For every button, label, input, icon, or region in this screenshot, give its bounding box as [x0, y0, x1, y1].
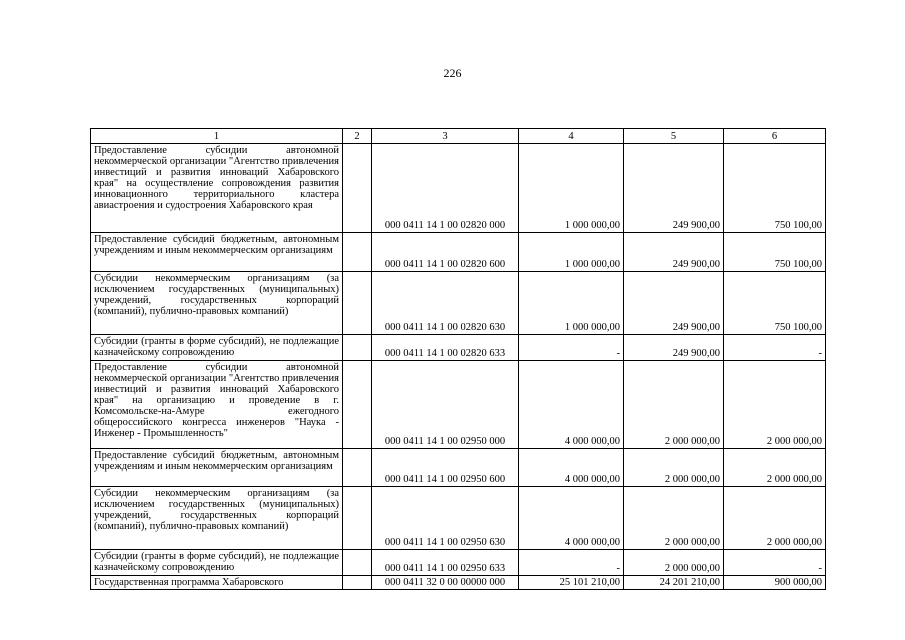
amount-cell: 4 000 000,00 [519, 449, 624, 487]
table-row [91, 361, 826, 449]
col2-cell [343, 550, 372, 576]
header-cell: 3 [372, 129, 519, 144]
amount-cell: 2 000 000,00 [724, 361, 826, 449]
col2-cell [343, 487, 372, 550]
amount-cell: 25 101 210,00 [519, 576, 624, 590]
amount-cell: 4 000 000,00 [519, 487, 624, 550]
description-cell: Предоставление субсидий бюджетным, автономным учреждениям и иным некоммерческим организациям [91, 449, 343, 487]
amount-cell: 24 201 210,00 [624, 576, 724, 590]
description-cell: Субсидии некоммерческим организациям (за исключением государственных (муниципальных) учреждений, государственных корпораций (компаний), публично-правовых компаний) [91, 487, 343, 550]
code-cell: 000 0411 14 1 00 02950 600 [372, 449, 519, 487]
header-cell: 6 [724, 129, 826, 144]
header-cell: 1 [91, 129, 343, 144]
amount-cell: 2 000 000,00 [624, 487, 724, 550]
col2-cell [343, 449, 372, 487]
col2-cell [343, 576, 372, 590]
amount-cell: 249 900,00 [624, 144, 724, 233]
code-cell: 000 0411 14 1 00 02820 000 [372, 144, 519, 233]
amount-cell: 1 000 000,00 [519, 144, 624, 233]
code-cell: 000 0411 32 0 00 00000 000 [372, 576, 519, 590]
budget-table [90, 128, 826, 590]
amount-cell: - [724, 550, 826, 576]
description-cell: Субсидии некоммерческим организациям (за исключением государственных (муниципальных) учреждений, государственных корпораций (компаний), публично-правовых компаний) [91, 272, 343, 335]
code-cell: 000 0411 14 1 00 02820 633 [372, 335, 519, 361]
description-cell: Субсидии (гранты в форме субсидий), не подлежащие казначейскому сопровождению [91, 335, 343, 361]
table-row [91, 335, 826, 361]
code-cell: 000 0411 14 1 00 02950 633 [372, 550, 519, 576]
table-row [91, 550, 826, 576]
amount-cell: 4 000 000,00 [519, 361, 624, 449]
code-cell: 000 0411 14 1 00 02820 600 [372, 233, 519, 272]
amount-cell: 249 900,00 [624, 272, 724, 335]
amount-cell: 750 100,00 [724, 233, 826, 272]
table-row [91, 272, 826, 335]
table-row [91, 449, 826, 487]
amount-cell: 2 000 000,00 [624, 449, 724, 487]
amount-cell: - [519, 335, 624, 361]
col2-cell [343, 361, 372, 449]
amount-cell: - [519, 550, 624, 576]
budget-table-body [91, 129, 826, 590]
amount-cell: - [724, 335, 826, 361]
description-cell: Предоставление субсидии автономной некоммерческой организации "Агентство привлечения инвестиций и развития инноваций Хабаровского края" на организацию и проведение в г. Комсомольске-на-Амуре ежегодного общероссийского конгресса инженеров "Наука - Инженер - Промышленность" [91, 361, 343, 449]
col2-cell [343, 335, 372, 361]
col2-cell [343, 233, 372, 272]
description-cell: Предоставление субсидии автономной некоммерческой организации "Агентство привлечения инвестиций и развития инноваций Хабаровского края" на осуществление сопровождения развития инновационного территориального кластера авиастроения и судостроения Хабаровского края [91, 144, 343, 233]
col2-cell [343, 144, 372, 233]
table-row [91, 576, 826, 590]
col2-cell [343, 272, 372, 335]
amount-cell: 900 000,00 [724, 576, 826, 590]
amount-cell: 1 000 000,00 [519, 272, 624, 335]
header-cell: 4 [519, 129, 624, 144]
code-cell: 000 0411 14 1 00 02950 000 [372, 361, 519, 449]
table-row [91, 144, 826, 233]
amount-cell: 2 000 000,00 [624, 361, 724, 449]
amount-cell: 2 000 000,00 [624, 550, 724, 576]
amount-cell: 1 000 000,00 [519, 233, 624, 272]
table-row [91, 487, 826, 550]
header-cell: 5 [624, 129, 724, 144]
description-cell: Предоставление субсидий бюджетным, автономным учреждениям и иным некоммерческим организациям [91, 233, 343, 272]
amount-cell: 750 100,00 [724, 144, 826, 233]
description-cell: Государственная программа Хабаровского [91, 576, 343, 590]
amount-cell: 750 100,00 [724, 272, 826, 335]
amount-cell: 2 000 000,00 [724, 487, 826, 550]
header-cell: 2 [343, 129, 372, 144]
code-cell: 000 0411 14 1 00 02950 630 [372, 487, 519, 550]
amount-cell: 249 900,00 [624, 233, 724, 272]
amount-cell: 2 000 000,00 [724, 449, 826, 487]
description-cell: Субсидии (гранты в форме субсидий), не подлежащие казначейскому сопровождению [91, 550, 343, 576]
code-cell: 000 0411 14 1 00 02820 630 [372, 272, 519, 335]
amount-cell: 249 900,00 [624, 335, 724, 361]
table-header-row [91, 129, 826, 144]
table-row [91, 233, 826, 272]
page-number: 226 [443, 66, 462, 80]
